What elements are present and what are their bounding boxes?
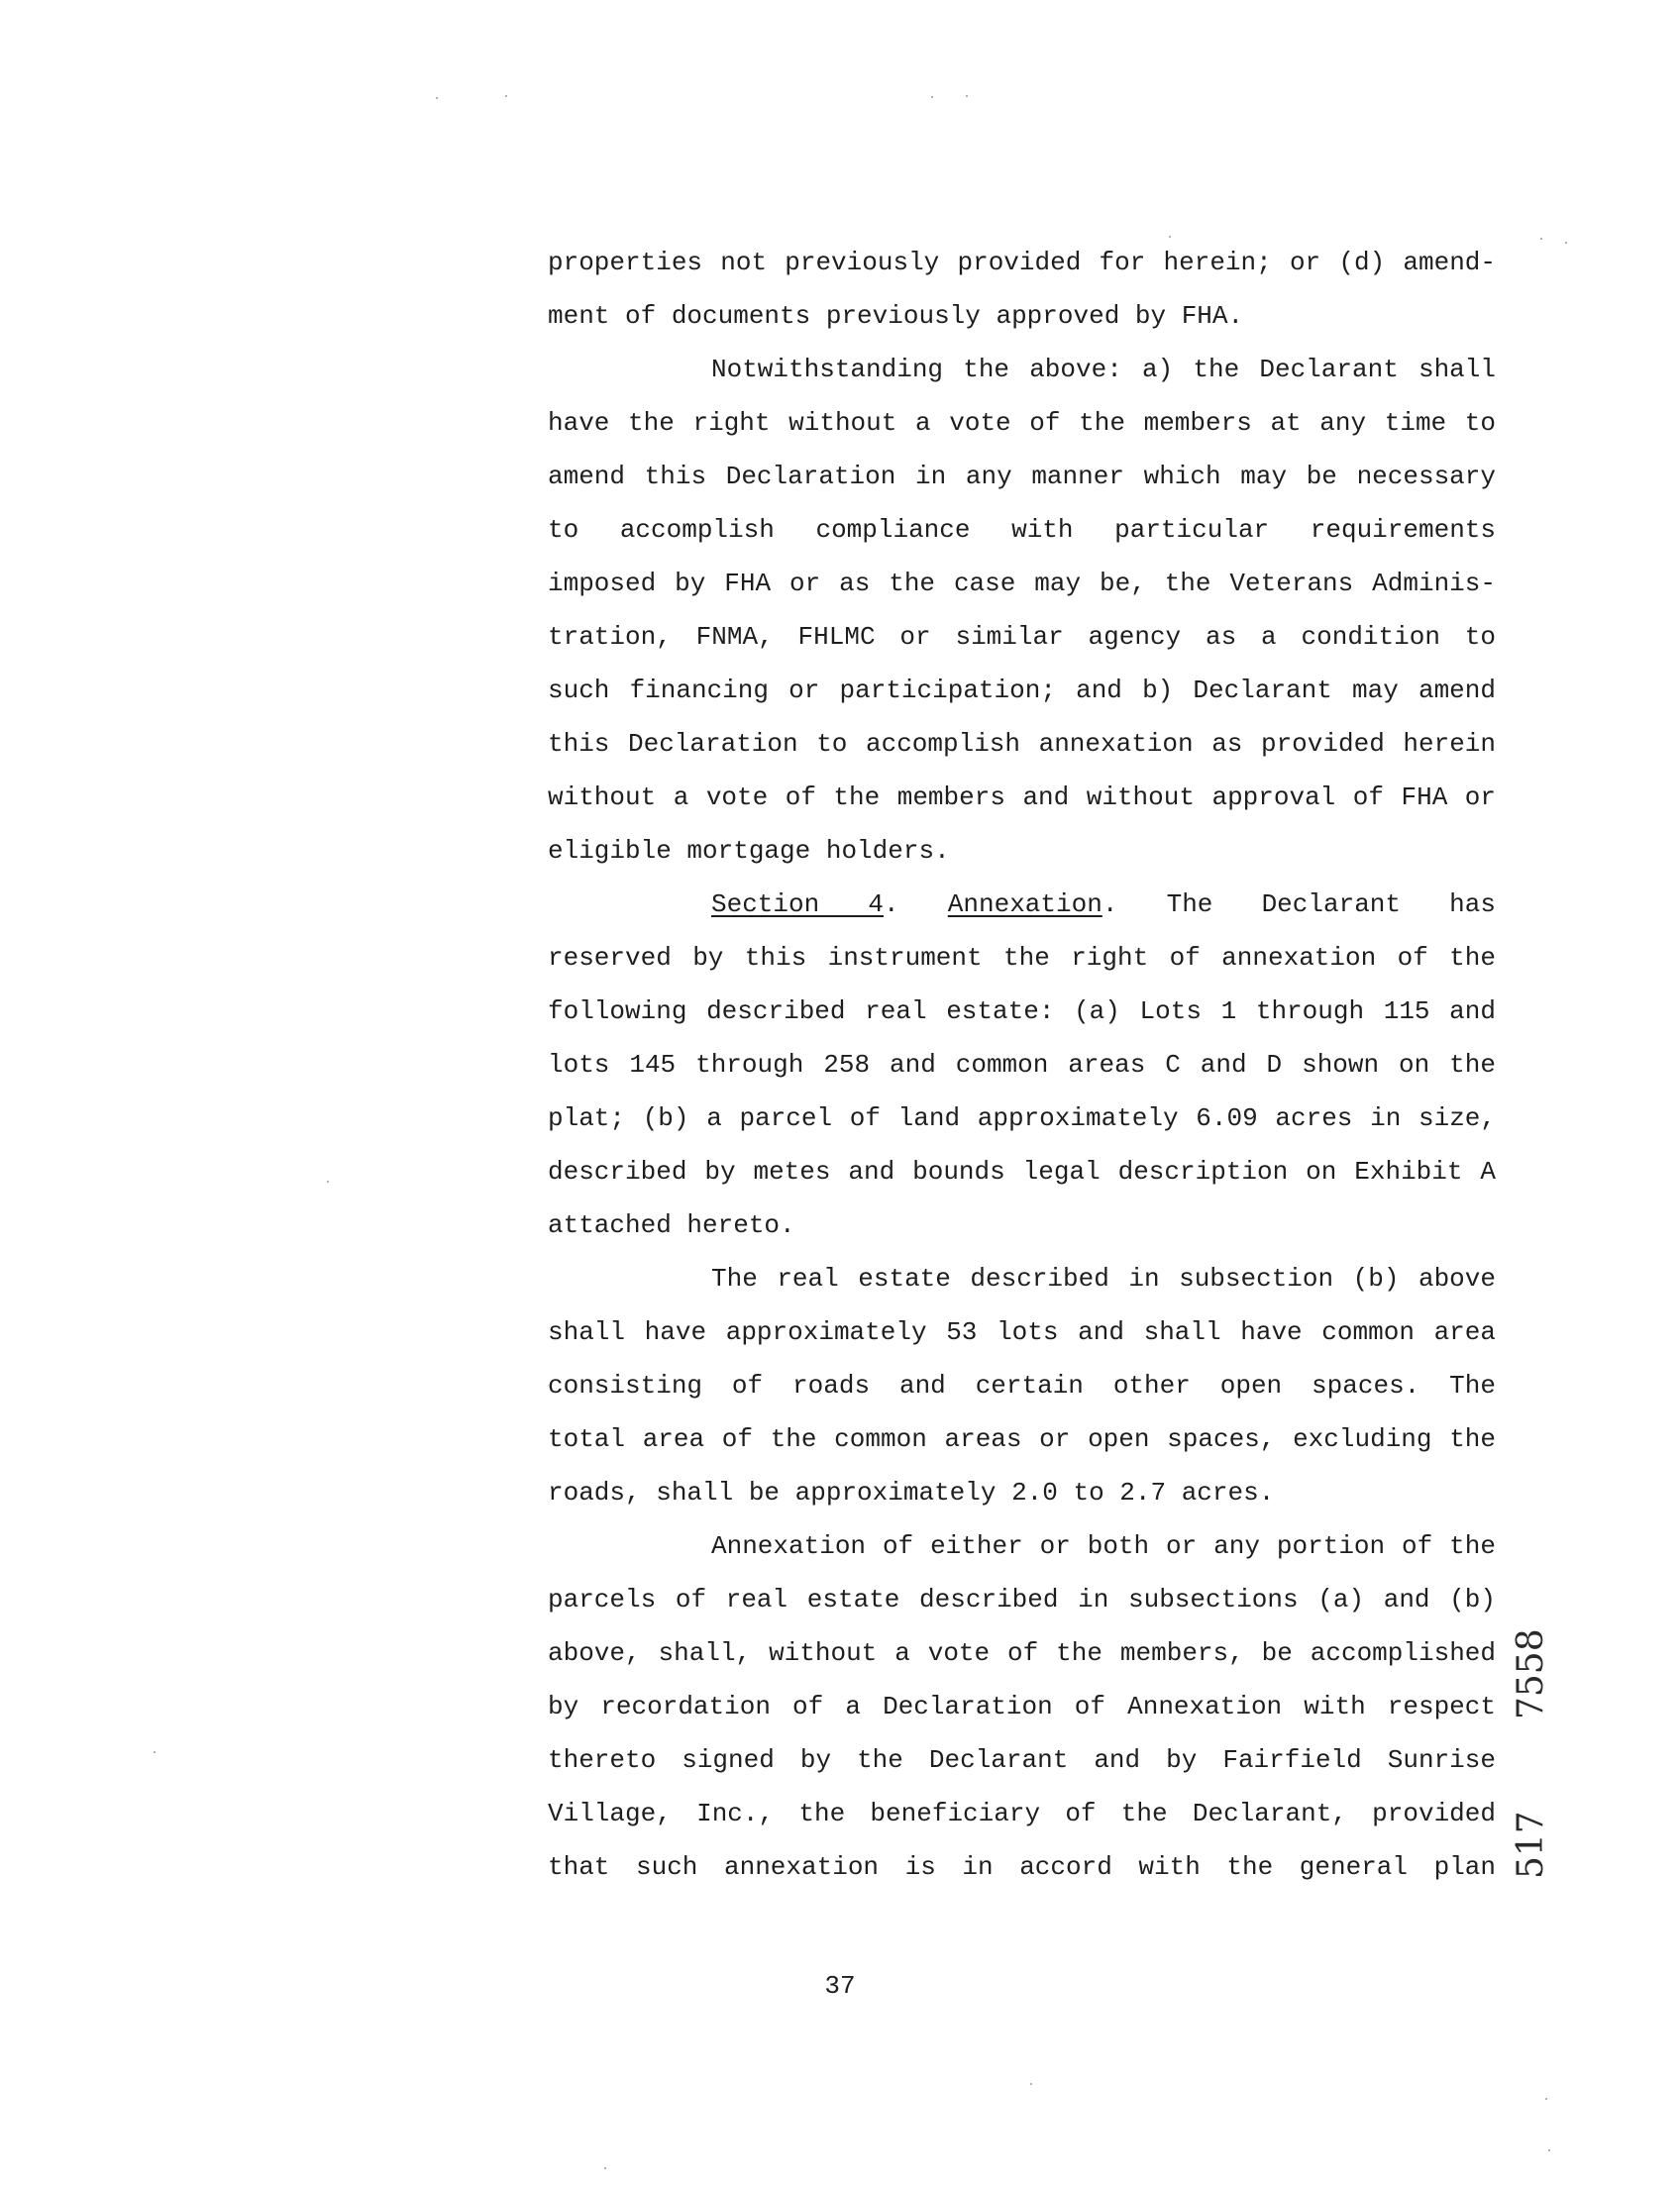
scan-speck [1030,2083,1032,2085]
section-number-suffix: . [884,889,899,919]
scan-speck [154,1751,156,1753]
section-number [711,889,899,919]
section-title-text: Annexation [947,889,1102,919]
text-line: ment of documents previously approved by FHA. [548,301,1244,331]
text-line: thereto signed by the Declarant and by Fairfield Sunrise [548,1745,1496,1775]
text-line: Village, Inc., the beneficiary of the Declarant, provided [548,1799,1496,1828]
text-line: plat; (b) a parcel of land approximately 6.09 acres in size, [548,1103,1496,1133]
body-text [548,236,1496,1894]
text-line: following described real estate: (a) Lots 1 through 115 and [548,996,1496,1026]
text-line: lots 145 through 258 and common areas C and D shown on the [548,1050,1496,1080]
margin-stamp-book: 7558 [1511,1628,1551,1719]
text-line: such financing or participation; and b) Declarant may amend [548,676,1496,705]
text-line: described by metes and bounds legal description on Exhibit A [548,1157,1496,1187]
scan-speck [1540,238,1542,240]
text-line: consisting of roads and certain other open spaces. The [548,1371,1496,1401]
text-line: imposed by FHA or as the case may be, the Veterans Adminis- [548,569,1496,598]
text-line: above, shall, without a vote of the members, be accomplished [548,1638,1496,1668]
scan-speck [436,97,438,99]
scan-speck [1169,236,1171,238]
scan-speck [327,1181,329,1183]
text-line: total area of the common areas or open spaces, excluding the [548,1424,1496,1454]
text-line: have the right without a vote of the members at any time to [548,408,1496,438]
text-line: Annexation of either or both or any portion of the [711,1531,1496,1561]
text-line: reserved by this instrument the right of annexation of the [548,943,1496,973]
text-line: The real estate described in subsection (b) above [711,1264,1496,1294]
section-heading-rest: The Declarant has [1166,889,1496,919]
text-line: tration, FNMA, FHLMC or similar agency as a condition to [548,622,1496,652]
scan-speck [966,95,968,97]
margin-stamp-page: 517 [1511,1811,1551,1880]
scan-speck [1548,2149,1550,2151]
section-title [948,889,1118,919]
text-line: this Declaration to accomplish annexation as provided herein [548,729,1496,759]
text-line: amend this Declaration in any manner which may be necessary [548,462,1496,491]
text-line: roads, shall be approximately 2.0 to 2.7 acres. [548,1478,1275,1508]
text-line: to accomplish compliance with particular requirements [548,515,1496,545]
text-line: Notwithstanding the above: a) the Declarant shall [711,355,1496,384]
section-heading-line [548,878,1496,931]
scan-speck [1545,2098,1547,2100]
text-line: shall have approximately 53 lots and shall have common area [548,1317,1496,1347]
text-line: that such annexation is in accord with the general plan [548,1852,1496,1882]
section-title-suffix: . [1102,889,1118,919]
text-line: by recordation of a Declaration of Annexation with respect [548,1692,1496,1721]
text-line: eligible mortgage holders. [548,836,950,866]
section-number-text: Section 4 [711,889,884,919]
text-line: without a vote of the members and without approval of FHA or [548,782,1496,812]
scan-speck [1565,242,1567,244]
page-number: 37 [824,1971,856,2001]
scan-speck [505,95,507,97]
text-line: properties not previously provided for herein; or (d) amend- [548,248,1496,277]
scan-speck [604,2167,606,2169]
scan-speck [931,96,933,98]
text-line: attached hereto. [548,1210,795,1240]
text-line: parcels of real estate described in subsections (a) and (b) [548,1585,1496,1614]
